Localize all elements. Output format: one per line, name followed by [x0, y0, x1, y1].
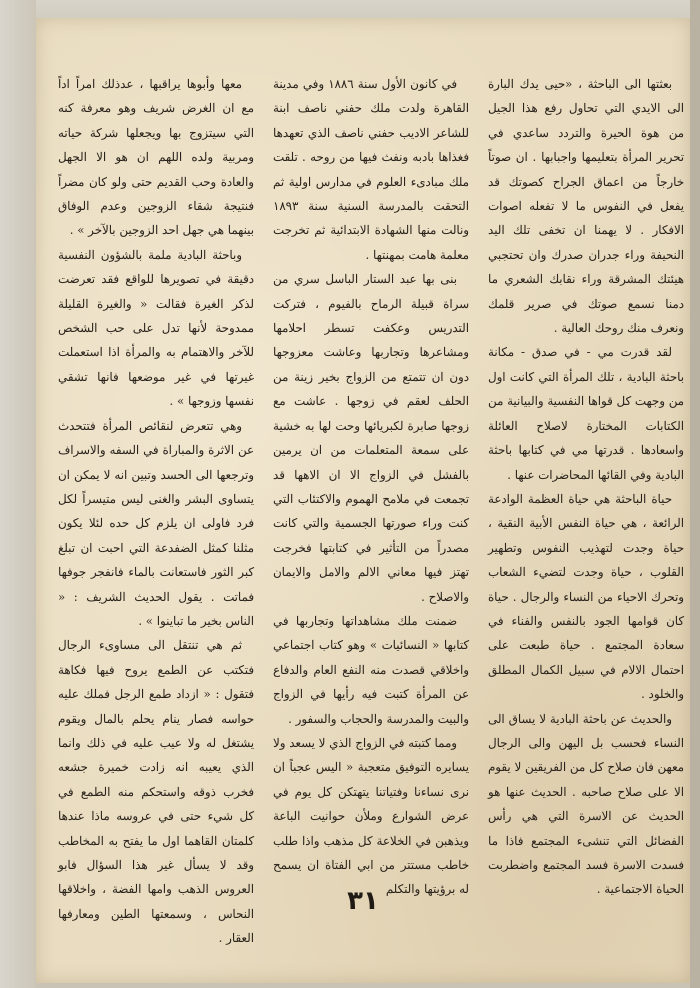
paragraph: ومما كتبته في الزواج الذي لا يسعد ولا يسايره التوفيق متعجبة « اليس عجباً ان نرى نساءنا وفتياتنا يتهتكن كل يوم في عرض الشوارع وملأن حوانيت الباعة ويذهبن في الخلاعة كل مذهب واذا طلب خاطب مستتر من ابي الفتاة ان يسمح له برؤيتها والتكلم	[273, 735, 469, 897]
article-columns	[58, 72, 684, 946]
scan-background-right	[690, 0, 700, 988]
article-column-middle	[273, 72, 469, 924]
paragraph: معها وأبوها يراقبها ، عدذلك امراً اداً مع ان الغرض شريف وهو معرفة كنه التي سيتزوج بها ويجعلها شركة حياته ومربية ولده اللهم ان هو الا الجهل والعادة وحب القديم حتى ولو كان مضراً فنتيجة شقاء الزوجين وعدم الوفاق بينهما هي جهل احد الزوجين بالآخر » .	[58, 77, 254, 238]
paragraph: حياة الباحثة هي حياة العظمة الوادعة الرائعة ، هي حياة النفس الأبية النقية ، حياة وجدت لتهذيب النفوس وتطهير القلوب ، حياة وجدت لتضيء الشعاب وتحرك الاحياء من النساء والرجال . حياة كان قوامها الجود بالنفس والفناء في سعادة المجتمع . حياة طبعت على احتمال الالام في سبيل الكمال المطلق والخلود .	[488, 491, 684, 702]
paragraph: ثم هي تنتقل الى مساوىء الرجال فتكتب عن الطمع يروح فيها فكاهة فتقول : « ازداد طمع الرجل فملك عليه حواسه فصار ينام يحلم بالمال ويقوم يشتغل له ولا عيب عليه في ذلك وانما الذي يعيبه انه زادت خميرة جشعه فخرب ذوقه واستحكم منه الطمع في كل شيء حتى في عروسه ماذا عندها كلمتان القاهما اول ما يفتح به المخاطب وقد لا يسأل غير هذا السؤال فابو العروس الذهب وامها الفضة ، واخلاقها النحاس ، وسمعتها الطين ومعارفها العقار .	[58, 638, 254, 946]
paragraph: بعثتها الى الباحثة ، «حيى يدك البارة الى الايدي التي تحاول رفع هذا الجيل من هوة الحيرة والتردد ساعدي في تحرير المرأة بتعليمها واجبابها . ان صوتاً خارجاً من اعماق الجراح كصوتك قد يفعل في النفوس ما لا تفعله اصوات الافكار . لا يهمنا ان تخفى تلك اليد النحيفة وراء جدران صدرك وان تحتجبي هيئتك المشرقة وراء نقابك الشعري ما دمنا نسمع صوتك في صرير قلمك ونعرف منك روحك العالية .	[488, 77, 684, 336]
paragraph: في كانون الأول سنة ١٨٨٦ وفي مدينة القاهرة ولدت ملك حفني ناصف ابنة للشاعر الاديب حفني ناصف الذي تعهدها فغذاها بادبه ونفث فيها من روحه . تلقت ملك مبادىء العلوم في مدارس اولية ثم التحقت بالمدرسة السنية سنة ١٨٩٣ ونالت منها الشهادة الابتدائية ثم تخرجت معلمة هامت بمهنتها .	[273, 77, 469, 262]
article-column-left	[58, 72, 254, 946]
paragraph: والحديث عن باحثة البادية لا يساق الى النساء فحسب بل اليهن والى الرجال معهن فان صلاح كل من الفريقين لا يقوم الا على صلاح صاحبه . الحديث عنها هو الحديث عن الاسرة التي هي رأس الفضائل التي تنشىء المجتمع فاذا ما فسدت الاسرة فسد المجتمع واضطربت الحياة الاجتماعية .	[488, 711, 684, 897]
paragraph: ضمنت ملك مشاهداتها وتجاربها في كتابها « النسائيات » وهو كتاب اجتماعي واخلاقي قصدت منه النفع العام والدفاع عن المرأة كتبت فيه رأيها في الزواج والبيت والمدرسة والحجاب والسفور .	[273, 613, 469, 726]
magazine-page	[36, 18, 690, 983]
paragraph: لقد قدرت مي - في صدق - مكانة باحثة البادية ، تلك المرأة التي كانت اول من وجهت كل قواها النفسية والبيانية من الكتابات المختارة لاصلاح العائلة واسعادها . قدرتها مي في كتابها باحثة البادية وفي القائها المحاضرات عنها .	[488, 345, 684, 482]
article-column-right	[488, 72, 684, 924]
paragraph: وهي تتعرض لنقائص المرأة فتتحدث عن الاثرة والمباراة في السفه والاسراف وترجعها الى الحسد وتبين انه لا يمكن ان يتساوى البشر والغنى ليس متيسراً لكل فرد فاولى ان يلزم كل حده لئلا يكون مثلنا كمثل الضفدعة التي احبت ان تبلغ كبر الثور فاستعانت بالماء فانفجر جوفها فماتت . يقول الحديث الشريف : « الناس بخير ما تباينوا » .	[58, 418, 254, 628]
paragraph: وباحثة البادية ملمة بالشؤون النفسية دقيقة في تصويرها للواقع فقد تعرضت لذكر الغيرة فقالت « والغيرة القليلة ممدوحة لأنها تدل على حب الشخص للآخر والاهتمام به والمرأة اذا استعملت غيرتها في غير موضعها فانها تشقي نفسها وزوجها » .	[58, 247, 254, 409]
page-number: ٣١	[347, 886, 379, 916]
scan-background-left	[0, 0, 36, 988]
paragraph: بنى بها عبد الستار الباسل سري من سراة قبيلة الرماح بالفيوم ، فتركت التدريس وعكفت تسطر احلامها ومشاعرها وتجاربها وعاشت معزوجها دون ان تتمتع من الزواج بخير زينة من الحلف لعقم في زوجها . عاشت مع زوجها صابرة لكبريائها وحت لها به خشية على سمعة المتعلمات من ان يرمين بالفشل في الزواج الا ان الاهها قد تجمعت في ملامح الهموم والاكتئاب التي كنت وراء صورتها الجسمية والتي كانت مصدراً من التأثير في كتابتها فخرجت تهتز فيها معاني الالم والامل والايمان والاصلاح .	[273, 272, 469, 604]
